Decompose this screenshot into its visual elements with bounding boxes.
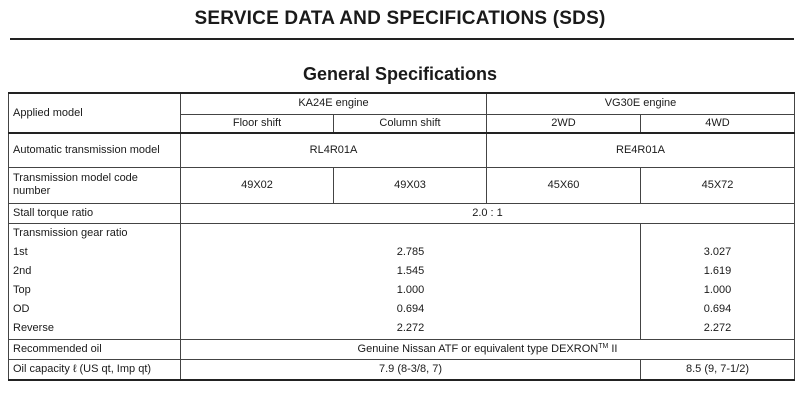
gear-ratio-right-value: 3.027 xyxy=(641,243,795,262)
recommended-oil-text: Genuine Nissan ATF or equivalent type DEXRON xyxy=(357,342,599,355)
trans-code-column: 49X03 xyxy=(334,167,487,203)
trans-code-label: Transmission model code number xyxy=(9,167,181,203)
table-row-auto-trans-model xyxy=(9,133,795,167)
gear-name: 2nd xyxy=(9,262,181,281)
table-row xyxy=(9,281,795,300)
title-divider xyxy=(10,38,794,40)
gear-ratio-label: Transmission gear ratio xyxy=(9,223,181,243)
vg30e-engine-header: VG30E engine xyxy=(487,93,795,114)
oil-capacity-label: Oil capacity ℓ (US qt, Imp qt) xyxy=(9,359,181,380)
4wd-header: 4WD xyxy=(641,114,795,133)
ka24e-engine-header: KA24E engine xyxy=(181,93,487,114)
gear-ratio-left-value: 2.272 xyxy=(181,319,641,339)
column-shift-header: Column shift xyxy=(334,114,487,133)
trademark-superscript: TM xyxy=(598,342,609,350)
gear-ratio-left-value: 1.000 xyxy=(181,281,641,300)
table-row-recommended-oil xyxy=(9,339,795,359)
table-row xyxy=(9,262,795,281)
table-row xyxy=(9,319,795,339)
gear-ratio-right-value: 0.694 xyxy=(641,300,795,319)
applied-model-label: Applied model xyxy=(9,93,181,133)
trans-code-2wd: 45X60 xyxy=(487,167,641,203)
trans-code-4wd: 45X72 xyxy=(641,167,795,203)
gear-name: Reverse xyxy=(9,319,181,339)
gear-ratio-right-value: 1.000 xyxy=(641,281,795,300)
trans-code-floor: 49X02 xyxy=(181,167,334,203)
table-row-trans-code xyxy=(9,167,795,203)
recommended-oil-suffix: II xyxy=(608,342,618,355)
table-row-applied-model-engine xyxy=(9,93,795,114)
table-row xyxy=(9,300,795,319)
table-row xyxy=(9,243,795,262)
gear-name: 1st xyxy=(9,243,181,262)
stall-torque-value: 2.0 : 1 xyxy=(181,203,795,223)
gear-ratio-left-value: 2.785 xyxy=(181,243,641,262)
vg30e-trans-model-value: RE4R01A xyxy=(487,133,795,167)
gear-name: Top xyxy=(9,281,181,300)
auto-trans-model-label: Automatic transmission model xyxy=(9,133,181,167)
ka24e-trans-model-value: RL4R01A xyxy=(181,133,487,167)
oil-capacity-left-value: 7.9 (8-3/8, 7) xyxy=(181,359,641,380)
recommended-oil-value xyxy=(181,339,795,359)
oil-capacity-right-value: 8.5 (9, 7-1/2) xyxy=(641,359,795,380)
table-row-stall-torque xyxy=(9,203,795,223)
table-row-gear-ratio-header xyxy=(9,223,795,243)
2wd-header: 2WD xyxy=(487,114,641,133)
gear-ratio-right-value: 1.619 xyxy=(641,262,795,281)
gear-name: OD xyxy=(9,300,181,319)
recommended-oil-label: Recommended oil xyxy=(9,339,181,359)
table-row-oil-capacity xyxy=(9,359,795,380)
page-title: SERVICE DATA AND SPECIFICATIONS (SDS) xyxy=(194,8,606,29)
section-title: General Specifications xyxy=(302,64,498,84)
floor-shift-header: Floor shift xyxy=(181,114,334,133)
gear-ratio-left-value: 1.545 xyxy=(181,262,641,281)
stall-torque-label: Stall torque ratio xyxy=(9,203,181,223)
gear-ratio-right-value: 2.272 xyxy=(641,319,795,339)
general-specifications-table xyxy=(8,92,795,381)
gear-ratio-left-value: 0.694 xyxy=(181,300,641,319)
